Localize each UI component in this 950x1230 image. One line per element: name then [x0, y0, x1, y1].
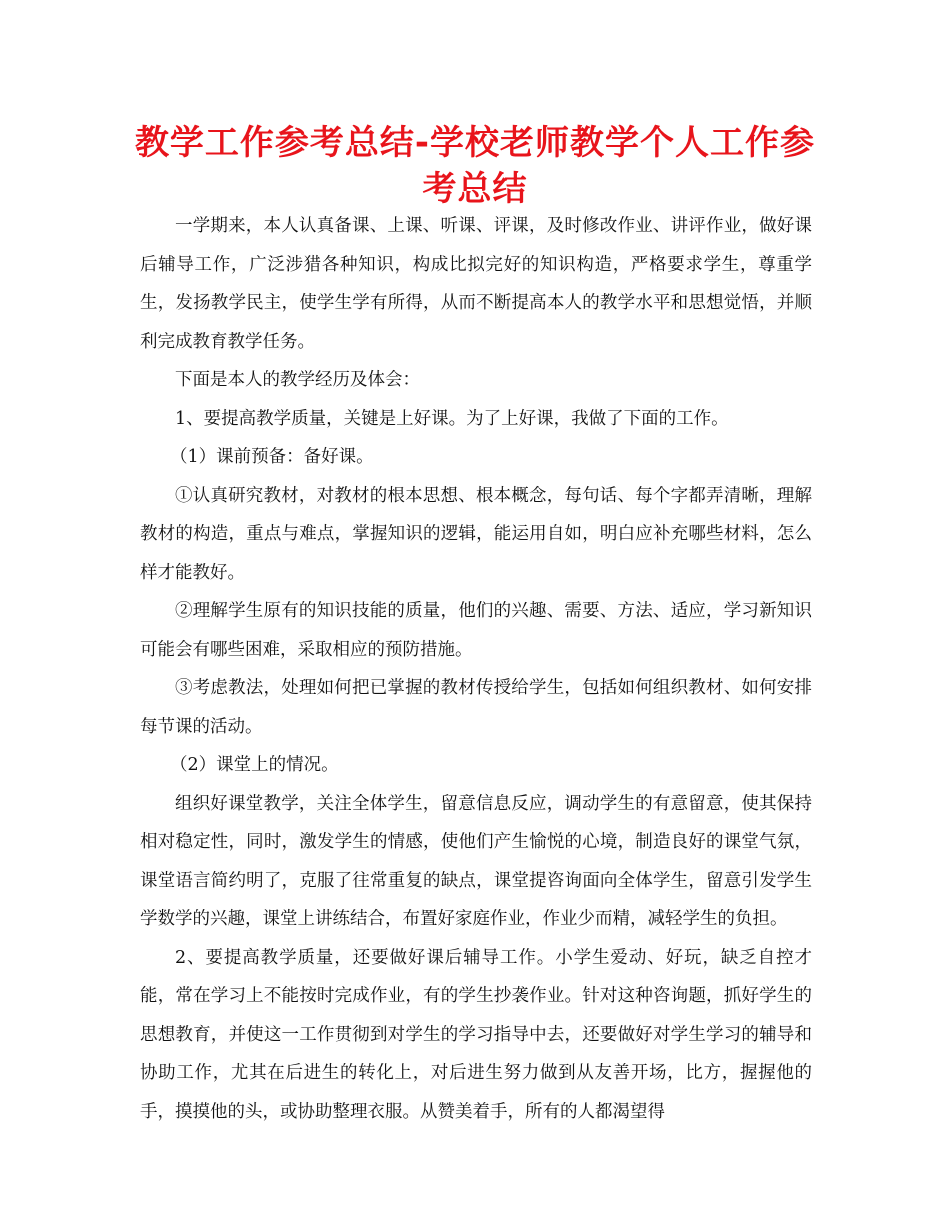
paragraph-item-c: ③考虑教法，处理如何把已掌握的教材传授给学生，包括如何组织教材、如何安排每节课的活动。	[140, 678, 812, 737]
document-title: 教学工作参考总结-学校老师教学个人工作参考总结	[134, 123, 816, 209]
paragraph-subpoint-2: （2）课堂上的情况。	[170, 755, 339, 775]
paragraph-intro: 一学期来，本人认真备课、上课、听课、评课，及时修改作业、讲评作业，做好课后辅导工作，广泛涉猎各种知识，构成比拟完好的知识构造，严格要求学生，尊重学生，发扬教学民主，使学生学有所得，从而不断提高本人的教学水平和思想觉悟，并顺利完成教育教学任务。	[140, 216, 812, 352]
paragraph-point-2: 2、要提高教学质量，还要做好课后辅导工作。小学生爱动、好玩，缺乏自控才能，常在学习上不能按时完成作业，有的学生抄袭作业。针对这种咨询题，抓好学生的思想教育，并使这一工作贯彻到对学生的学习指导中去，还要做好对学生学习的辅导和协助工作，尤其在后进生的转化上，对后进生努力做到从友善开场，比方，握握他的手，摸摸他的头，或协助整理衣服。从赞美着手，所有的人都渴望得	[140, 947, 812, 1122]
paragraph-item-b: ②理解学生原有的知识技能的质量，他们的兴趣、需要、方法、适应，学习新知识可能会有哪些困难，采取相应的预防措施。	[140, 601, 812, 660]
paragraph-point-1: 1、要提高教学质量，关键是上好课。为了上好课，我做了下面的工作。	[175, 408, 729, 429]
paragraph-classroom: 组织好课堂教学，关注全体学生，留意信息反应，调动学生的有意留意，使其保持相对稳定性，同时，激发学生的情感，使他们产生愉悦的心境，制造良好的课堂气氛，课堂语言简约明了，克服了往常重复的缺点，课堂提咨询面向全体学生，留意引发学生学数学的兴趣，课堂上讲练结合，布置好家庭作业，作业少而精，减轻学生的负担。	[140, 793, 812, 929]
paragraph-item-a: ①认真研究教材，对教材的根本思想、根本概念，每句话、每个字都弄清晰，理解教材的构造，重点与难点，掌握知识的逻辑，能运用自如，明白应补充哪些材料，怎么样才能教好。	[140, 485, 812, 583]
paragraph-subpoint-1: （1）课前预备：备好课。	[170, 447, 374, 467]
paragraph-experience-heading: 下面是本人的教学经历及体会：	[175, 370, 420, 390]
document-body	[140, 207, 812, 1131]
